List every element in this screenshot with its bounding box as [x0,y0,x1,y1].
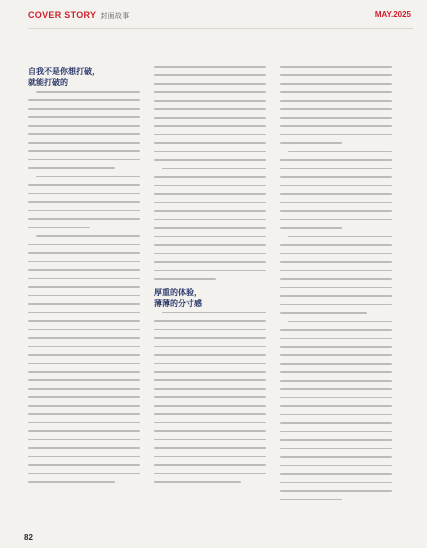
text-line [280,431,392,433]
text-line [280,456,392,458]
text-line [28,447,140,449]
text-line [288,236,392,238]
text-line [280,83,392,85]
section-name: 封面故事 [100,13,130,20]
text-line [28,320,140,322]
text-line [28,303,140,305]
page-header [0,0,427,30]
text-line [154,134,266,136]
text-line [280,448,392,450]
text-line [154,337,266,339]
text-line [28,422,140,424]
text-line [280,253,392,255]
text-line [28,371,140,373]
text-line [280,312,367,314]
text-line [280,219,392,221]
text-line [28,193,140,195]
text-line [28,218,140,220]
text-line [280,371,392,373]
text-line [154,320,266,322]
text-line [154,176,266,178]
text-line [36,235,140,237]
text-line [28,133,140,135]
text-line [154,405,266,407]
text-line [280,168,392,170]
header-divider [28,28,413,29]
text-line [280,91,392,93]
text-line [28,125,140,127]
page-number: 82 [24,533,33,542]
text-line [154,278,216,280]
text-line [28,269,140,271]
text-line [154,379,266,381]
issue-date: MAY.2025 [374,10,411,19]
text-line [154,83,266,85]
text-line [280,125,392,127]
text-line [280,134,392,136]
text-line [280,499,342,501]
text-line [28,108,140,110]
text-line [280,270,392,272]
text-line [28,201,140,203]
text-line [154,142,266,144]
text-line [154,151,266,153]
text-line [280,465,392,467]
text-line [28,346,140,348]
section-label [28,10,130,21]
text-line [154,253,266,255]
text-line [28,210,140,212]
text-line [28,227,90,229]
text-line [280,482,392,484]
text-line [280,100,392,102]
text-line [280,338,392,340]
text-line [28,481,115,483]
text-line [154,396,266,398]
text-line [28,337,140,339]
text-line [28,363,140,365]
text-line [154,329,266,331]
text-line [280,193,392,195]
text-line [28,286,140,288]
text-line [280,278,392,280]
text-line [154,66,266,68]
text-line [154,346,266,348]
text-line [162,168,266,170]
text-line [154,447,266,449]
text-line [280,346,392,348]
text-line [28,430,140,432]
text-line [288,151,392,153]
text-line [28,278,140,280]
text-line [154,261,266,263]
text-line [28,150,140,152]
text-line [280,74,392,76]
text-line [280,329,392,331]
text-line [280,363,392,365]
text-line [280,227,342,229]
text-line [36,176,140,178]
text-line [28,456,140,458]
text-line [154,413,266,415]
text-line [154,388,266,390]
heading-2: 厚重的体验， 薄薄的分寸感 [154,287,202,308]
text-line [280,287,392,289]
text-line [280,397,392,399]
text-line [154,473,266,475]
text-line [28,99,140,101]
text-line [280,439,392,441]
text-line [154,100,266,102]
text-line [154,363,266,365]
text-line [280,388,392,390]
text-line [28,439,140,441]
text-line [28,388,140,390]
text-line [280,405,392,407]
text-line [280,108,392,110]
text-line [154,125,266,127]
column-2 [154,66,266,490]
text-line [28,252,140,254]
heading-1: 自我不是你想打破， 就能打破的 [28,67,100,87]
text-line [28,159,140,161]
text-line [28,396,140,398]
text-line [28,295,140,297]
text-line [36,91,140,93]
text-line [28,354,140,356]
text-line [154,371,266,373]
text-line [280,176,392,178]
text-line [280,159,392,161]
text-line [28,244,140,246]
text-line [154,481,241,483]
text-line [154,227,266,229]
text-line [28,329,140,331]
text-line [154,108,266,110]
text-line [154,422,266,424]
text-line [154,464,266,466]
text-line [280,185,392,187]
text-line [28,142,140,144]
text-line [280,354,392,356]
text-line [28,184,140,186]
text-line [280,244,392,246]
text-line [154,117,266,119]
column-1 [28,66,140,490]
text-line [280,473,392,475]
text-line [28,312,140,314]
text-line [154,193,266,195]
text-line [28,405,140,407]
text-line [280,414,392,416]
column-3 [280,66,392,507]
text-line [280,261,392,263]
text-line [154,354,266,356]
text-line [154,210,266,212]
text-line [280,295,392,297]
text-line [28,473,140,475]
text-line [28,464,140,466]
text-line [280,380,392,382]
text-line [154,159,266,161]
text-line [154,219,266,221]
text-line [154,91,266,93]
text-line [154,270,266,272]
text-line [28,379,140,381]
text-line [280,210,392,212]
text-line [28,261,140,263]
text-line [280,117,392,119]
text-line [28,167,115,169]
text-line [154,185,266,187]
text-line [154,439,266,441]
text-line [280,142,342,144]
text-line [162,312,266,314]
text-line [154,74,266,76]
text-line [280,422,392,424]
text-line [28,413,140,415]
text-line [154,236,266,238]
text-line [280,304,392,306]
text-line [154,430,266,432]
text-line [280,66,392,68]
brand-label: COVER STORY [28,10,97,20]
text-line [28,116,140,118]
text-line [154,202,266,204]
text-line [280,490,392,492]
text-line [154,244,266,246]
text-line [154,456,266,458]
text-line [288,321,392,323]
text-line [280,202,392,204]
